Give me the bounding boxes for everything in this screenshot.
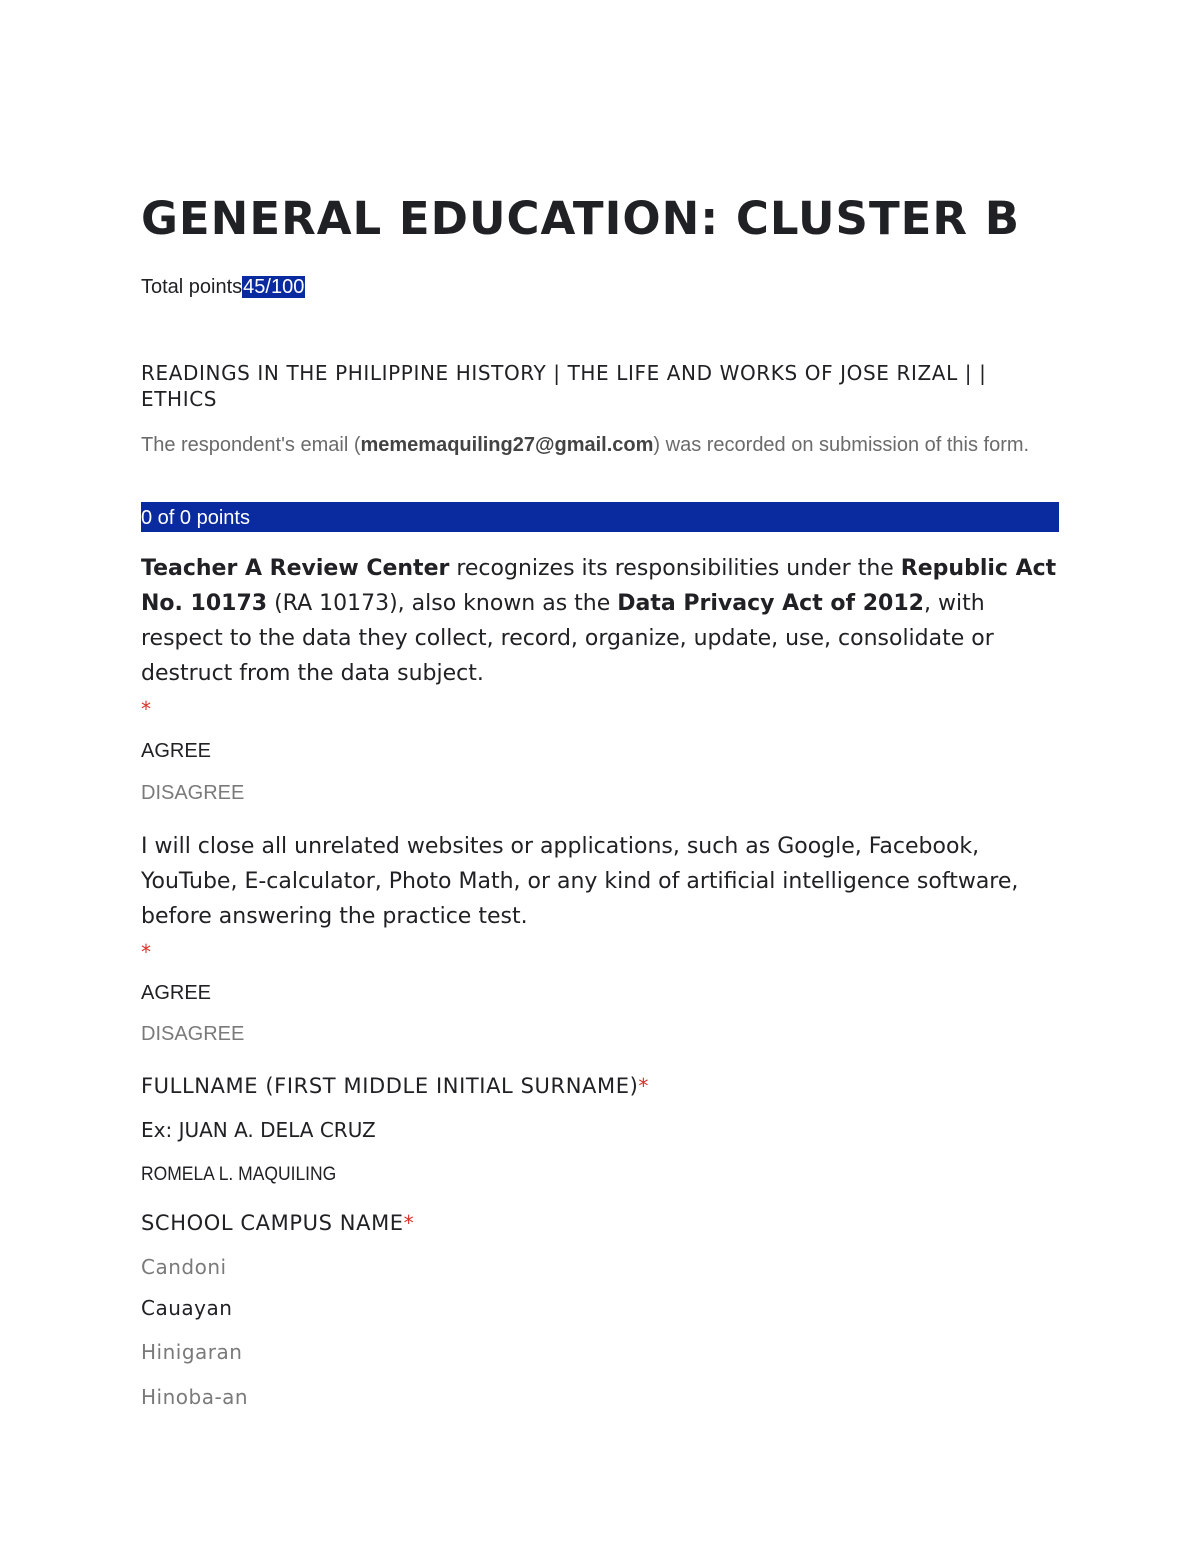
campus-option-hinoba-an[interactable]: Hinoba-an bbox=[141, 1385, 249, 1409]
q1-option-agree[interactable]: AGREE bbox=[141, 740, 212, 762]
form-title: GENERAL EDUCATION: CLUSTER B bbox=[141, 192, 1021, 245]
q2-option-agree[interactable]: AGREE bbox=[141, 982, 212, 1004]
fullname-hint: Ex: JUAN A. DELA CRUZ bbox=[141, 1118, 376, 1142]
q1-part: (RA 10173), also known as the bbox=[267, 591, 618, 616]
respondent-email: mememaquiling27@gmail.com bbox=[360, 434, 654, 456]
q1-part: Teacher A Review Center bbox=[141, 556, 450, 581]
campus-option-cauayan[interactable]: Cauayan bbox=[141, 1296, 233, 1320]
q1-option-disagree[interactable]: DISAGREE bbox=[141, 782, 245, 804]
q1-part: Data Privacy Act of 2012 bbox=[617, 591, 924, 616]
question-close-apps: I will close all unrelated websites or applications, such as Google, Facebook, YouTube, E-calculator, Photo Math, or any kind of artificial intelligence software, before answering the practice test. bbox=[141, 834, 1019, 929]
total-points bbox=[141, 276, 305, 299]
required-mark: * bbox=[638, 1074, 649, 1098]
total-points-value: 45/100 bbox=[243, 276, 305, 298]
email-note bbox=[141, 431, 1041, 460]
required-mark: * bbox=[403, 1211, 415, 1235]
q1-part: , with respect to the data they collect, record, organize, update, use, consolidate or destruct from the data subject. bbox=[141, 591, 994, 686]
required-mark: * bbox=[141, 940, 151, 964]
campus-label bbox=[141, 1211, 414, 1235]
section-points-bar: 0 of 0 points bbox=[141, 502, 1059, 532]
campus-label-text: SCHOOL CAMPUS NAME bbox=[141, 1211, 404, 1235]
required-mark: * bbox=[141, 697, 151, 721]
campus-option-hinigaran[interactable]: Hinigaran bbox=[141, 1340, 243, 1364]
question-data-privacy bbox=[141, 551, 1061, 691]
q1-part: recognizes its responsibilities under the bbox=[449, 556, 901, 581]
email-note-prefix: The respondent's email ( bbox=[141, 434, 361, 456]
fullname-answer[interactable]: ROMELA L. MAQUILING bbox=[141, 1164, 337, 1185]
form-sections-line: READINGS IN THE PHILIPPINE HISTORY | THE LIFE AND WORKS OF JOSE RIZAL | | ETHICS bbox=[141, 361, 987, 411]
email-note-suffix: ) was recorded on submission of this form. bbox=[653, 434, 1030, 456]
q2-option-disagree[interactable]: DISAGREE bbox=[141, 1023, 245, 1045]
fullname-label bbox=[141, 1074, 649, 1098]
q1-part: Republic Act No. 10173 bbox=[141, 556, 1057, 616]
fullname-label-text: FULLNAME (FIRST MIDDLE INITIAL SURNAME) bbox=[141, 1074, 639, 1098]
total-points-label: Total points bbox=[141, 276, 243, 298]
campus-option-candoni[interactable]: Candoni bbox=[141, 1255, 227, 1279]
